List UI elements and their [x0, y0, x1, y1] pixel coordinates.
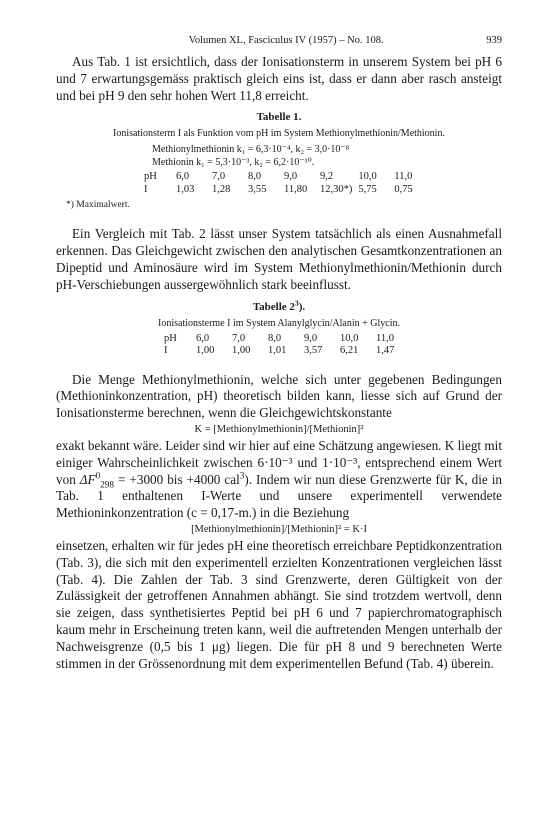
- table-cell: 9,2: [320, 171, 334, 183]
- table-row: [144, 171, 430, 184]
- table-2: [164, 333, 412, 358]
- row-label: pH: [144, 171, 157, 183]
- page-number: 939: [486, 35, 502, 46]
- reference-mark: 3: [294, 297, 299, 307]
- table-2-title-text: Tabelle 2: [252, 300, 295, 313]
- delta-f-superscript: 0: [95, 470, 101, 481]
- table-1-constants: [152, 144, 502, 169]
- paragraph-3: Die Menge Methionylmethionin, welche sich unter gegebenen Bedingungen (Methioninkonzentration, pH) theoretisch bilden kann, liesse sich auf Grund der Ionisationsterme berechnen, wenn die Gleichgewichtskonstante: [56, 371, 502, 421]
- table-cell: 7,0: [232, 332, 246, 344]
- row-label: I: [144, 183, 148, 195]
- table-cell: 6,0: [176, 171, 190, 183]
- table-cell: 3,57: [304, 345, 323, 357]
- table-row: [164, 345, 412, 358]
- page: [56, 34, 502, 672]
- table-cell: 7,0: [212, 171, 226, 183]
- table-cell: 0,75: [394, 183, 413, 195]
- table-cell: 9,0: [304, 332, 318, 344]
- table-cell: 11,0: [394, 171, 413, 183]
- table-cell: 8,0: [268, 332, 282, 344]
- table-1-title: Tabelle 1.: [256, 111, 302, 124]
- equilibrium-formula: K = [Methionylmethionin]/[Methionin]²: [194, 423, 364, 435]
- table-cell: 9,0: [284, 171, 298, 183]
- table-2-title-end: ).: [298, 300, 306, 313]
- delta-f-symbol: ΔF: [79, 471, 96, 487]
- table-cell: 1,01: [268, 345, 287, 357]
- journal-title: Volumen XL, Fasciculus IV (1957) – No. 108.: [188, 35, 384, 46]
- table-cell: 11,0: [376, 332, 394, 344]
- table-row: [144, 184, 430, 197]
- table-1: [144, 171, 430, 196]
- paragraph-4-part-c: ). Indem wir nun diese Grenzwerte für K, die in Tab. 1 enthaltenen I-Werte und unsere experimentell verwendete Methioninkonzentration (c = 0,17-m.) in die Beziehung: [56, 471, 503, 521]
- table-cell: 5,75: [358, 183, 377, 195]
- paragraph-2: Ein Vergleich mit Tab. 2 lässt unser System tatsächlich als einen Ausnahmefall erkennen. Das Gleichgewicht zwischen den analytischen Gesamtkonzentrationen an Dipeptid und Aminosäure wird im System Methionylmethionin/Methionin durch pH-Verschiebungen aussergewöhnlich stark beeinflusst.: [56, 226, 502, 292]
- paragraph-4: [56, 438, 502, 522]
- table-cell: 1,00: [196, 345, 215, 357]
- table-2-title: [56, 297, 502, 314]
- table-cell: 6,0: [196, 332, 210, 344]
- reference-mark: 3: [239, 470, 245, 481]
- methionylmethionin-constants: Methionylmethionin k₁ = 6,3·10⁻⁴, k₂ = 3,0·10⁻⁸: [152, 144, 350, 156]
- paragraph-1: Aus Tab. 1 ist ersichtlich, dass der Ionisationsterm in unserem System bei pH 6 und 7 erwartungsgemäss praktisch gleich eins ist, dass er dann aber rasch ansteigt und bei pH 9 den sehr hohen Wert 11,8 erreicht.: [56, 54, 502, 103]
- table-cell: 10,0: [340, 332, 359, 344]
- table-cell: 1,03: [176, 183, 195, 195]
- table-row: [164, 333, 412, 346]
- table-cell: 1,47: [376, 345, 395, 357]
- table-cell: 6,21: [340, 345, 359, 357]
- table-2-caption: Ionisationsterme I im System Alanylglycin/Alanin + Glycin.: [158, 317, 400, 329]
- table-cell: 12,30*): [320, 183, 353, 195]
- table-cell: 10,0: [358, 171, 377, 183]
- table-cell: 1,28: [212, 183, 231, 195]
- table-cell: 1,00: [232, 345, 251, 357]
- paragraph-5: einsetzen, erhalten wir für jedes pH eine theoretisch erreichbare Peptidkonzentration (Tab. 3), die sich mit den experimentell erzielten Konzentrationen vergleichen lässt (Tab. 4). Die Zahlen der Tab. 3 sind Grenzwerte, deren Gültigkeit von der Zulässigkeit der getroffenen Annahmen abhängt. Sie sind trotzdem wertvoll, denn sie zeigen, dass synthetisiertes Peptid bei pH 6 und 7 papierchromatographisch kaum mehr in Erscheinung treten kann, weil die auftretenden Mengen unterhalb der Nachweisgrenze (0,5 bis 1 μg) liegen. Die für pH 8 und 9 berechneten Werte stimmen in der Grössenordnung mit dem experimentellen Befund (Tab. 4) überein.: [56, 537, 502, 671]
- table-1-footnote: *) Maximalwert.: [66, 200, 130, 211]
- delta-f-subscript: 298: [100, 479, 115, 490]
- running-head: [56, 34, 502, 48]
- relation-formula: [Methionylmethionin]/[Methionin]² = K·I: [191, 523, 367, 535]
- paragraph-4-part-a: exakt bekannt wäre. Leider sind wir hier auf eine Schätzung angewiesen. K liegt mit einiger Wahrscheinlichkeit zwischen 6·10⁻³ und 1·10⁻³, entsprechend einem Wert von: [56, 437, 502, 487]
- paragraph-4-part-b: = +3000 bis +4000 cal: [114, 471, 240, 487]
- row-label: I: [164, 345, 168, 357]
- table-cell: 8,0: [248, 171, 262, 183]
- methionin-constants: Methionin k₁ = 5,3·10⁻³, k₂ = 6,2·10⁻¹⁰.: [152, 156, 315, 168]
- table-cell: 3,55: [248, 183, 267, 195]
- table-1-caption: Ionisationsterm I als Funktion vom pH im System Methionylmethionin/Methionin.: [113, 128, 445, 140]
- table-cell: 11,80: [284, 183, 308, 195]
- row-label: pH: [164, 332, 177, 344]
